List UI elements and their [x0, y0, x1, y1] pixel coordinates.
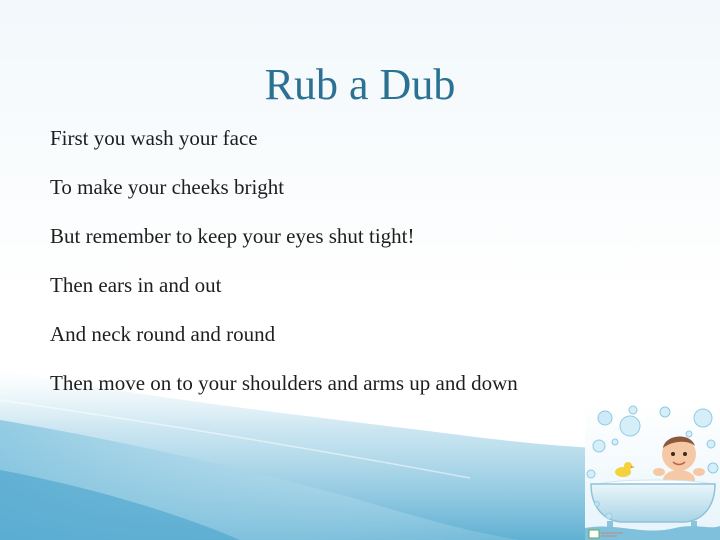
poem-lines — [50, 126, 650, 420]
baby-in-bathtub-icon — [585, 404, 720, 540]
slide-title: Rub a Dub — [264, 60, 456, 109]
poem-line: And neck round and round — [50, 322, 276, 346]
poem-line: Then move on to your shoulders and arms up and down — [50, 371, 518, 395]
poem-line: But remember to keep your eyes shut tight! — [50, 224, 415, 248]
poem-line: First you wash your face — [50, 126, 258, 150]
poem-line: To make your cheeks bright — [50, 175, 285, 199]
poem-line: Then ears in and out — [50, 273, 222, 297]
